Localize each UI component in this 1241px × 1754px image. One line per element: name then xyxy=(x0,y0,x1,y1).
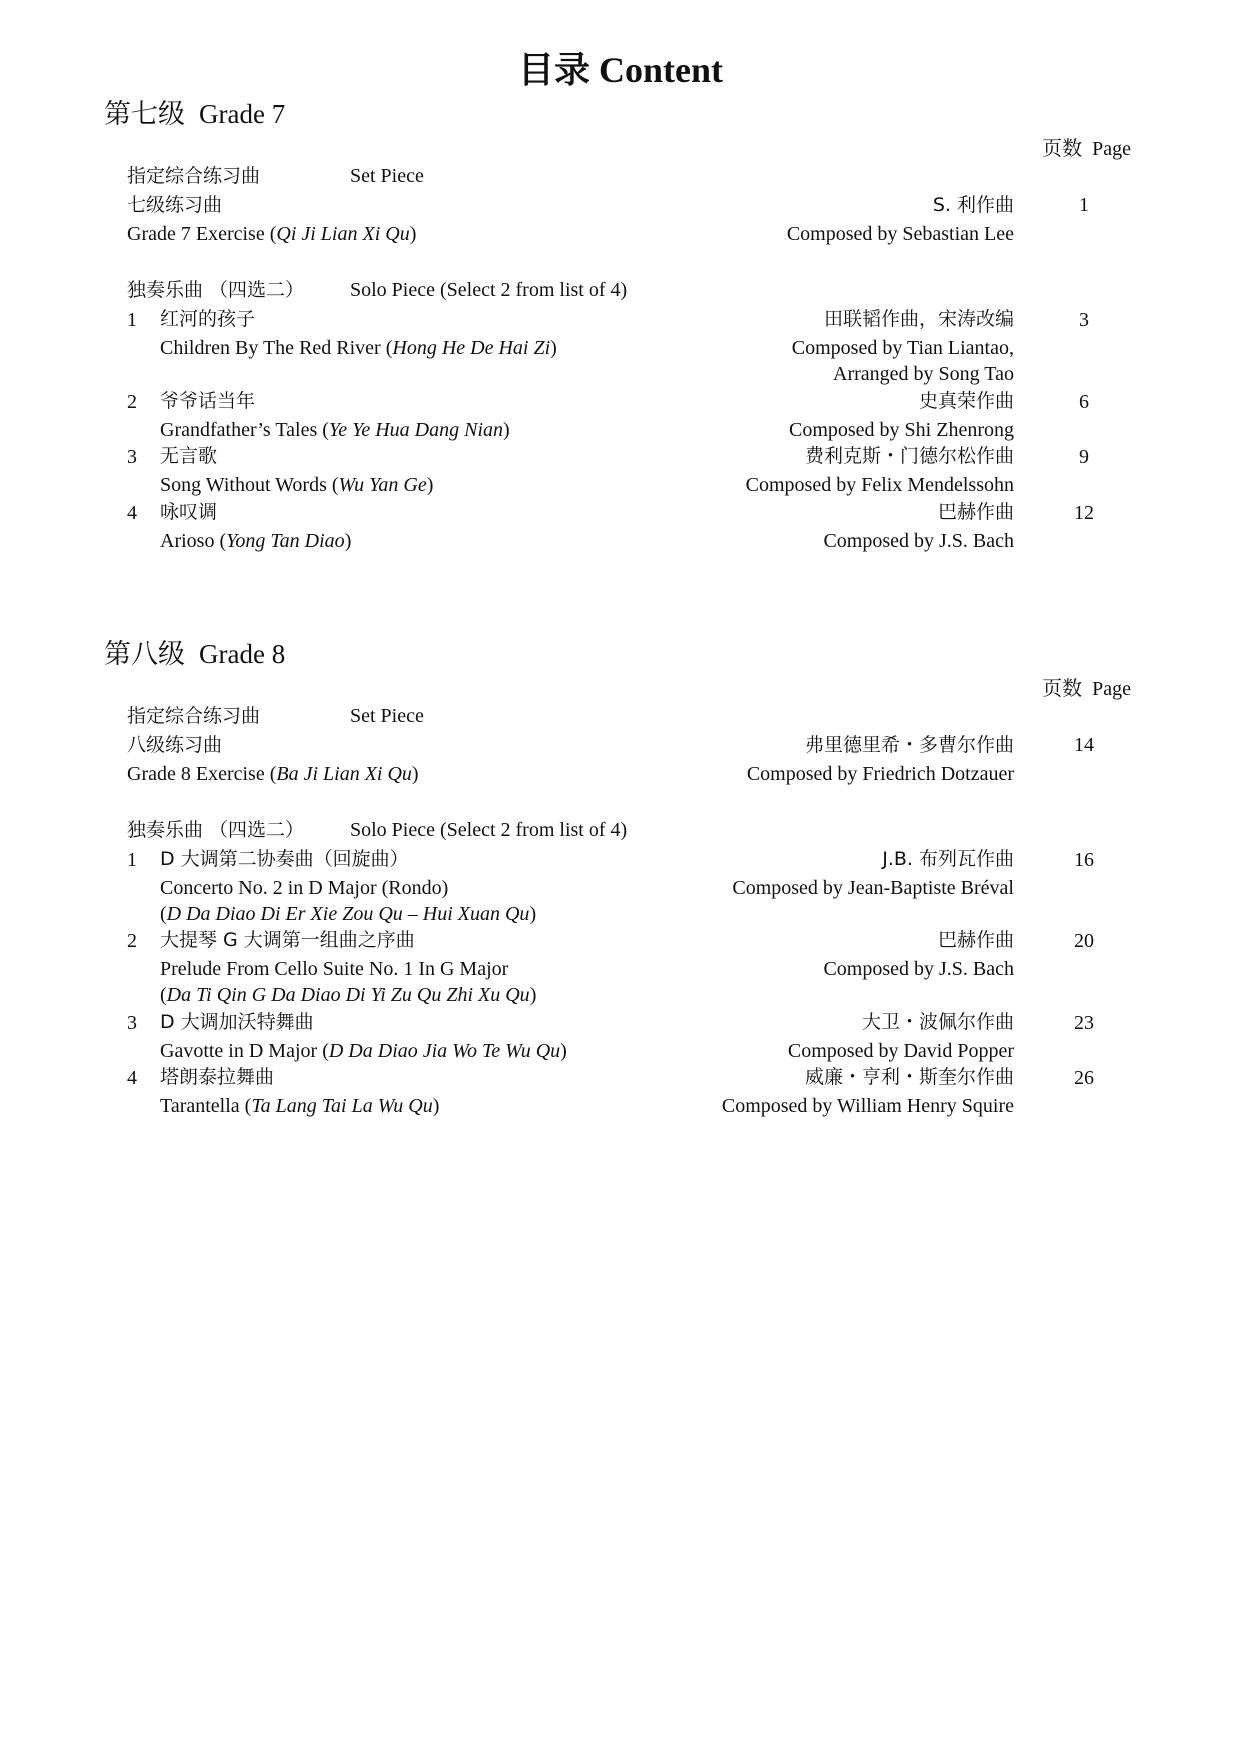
item-title-en: Arioso (Yong Tan Diao) xyxy=(160,530,352,552)
item-composer-en: Composed by Shi Zhenrong xyxy=(789,419,1014,441)
set-piece-label-en: Set Piece xyxy=(350,165,424,187)
item-number: 2 xyxy=(127,391,137,413)
item-composer-cn: 大卫・波佩尔作曲 xyxy=(861,1011,1014,1033)
page-column-header: 页数 Page xyxy=(1042,676,1131,700)
page-number[interactable]: 3 xyxy=(1079,309,1089,331)
page-number[interactable]: 23 xyxy=(1074,1012,1094,1034)
grade-8-heading: 第八级 Grade 8 xyxy=(104,639,286,670)
set-piece-title-en: Grade 7 Exercise (Qi Ji Lian Xi Qu) xyxy=(127,223,417,245)
set-piece-composer-cn: S. 利作曲 xyxy=(932,194,1014,216)
item-title-en: Gavotte in D Major (D Da Diao Jia Wo Te Wu Qu) xyxy=(160,1040,567,1062)
item-composer-en: Composed by Felix Mendelssohn xyxy=(745,474,1014,496)
solo-label-en: Solo Piece (Select 2 from list of 4) xyxy=(350,819,628,841)
page-title: 目录 Content xyxy=(517,50,723,91)
set-piece-label-en: Set Piece xyxy=(350,705,424,727)
item-number: 1 xyxy=(127,309,137,331)
page-number[interactable]: 6 xyxy=(1079,391,1089,413)
item-title-en: Children By The Red River (Hong He De Hai Zi) xyxy=(160,337,557,359)
item-title-cn: D 大调第二协奏曲（回旋曲） xyxy=(160,848,409,870)
item-number: 3 xyxy=(127,446,137,468)
item-title-cn: 塔朗泰拉舞曲 xyxy=(160,1066,275,1088)
item-composer-en: Composed by Jean-Baptiste Bréval xyxy=(732,877,1014,899)
item-composer-cn: 田联韬作曲，宋涛改编 xyxy=(823,308,1014,330)
item-title-cn: 无言歌 xyxy=(160,445,218,467)
page-number[interactable]: 26 xyxy=(1074,1067,1094,1089)
item-title-cn: 大提琴 G 大调第一组曲之序曲 xyxy=(160,929,415,951)
set-piece-composer-en: Composed by Friedrich Dotzauer xyxy=(746,763,1014,785)
set-piece-title-en: Grade 8 Exercise (Ba Ji Lian Xi Qu) xyxy=(127,763,419,785)
page-number[interactable]: 12 xyxy=(1074,502,1094,524)
item-title-en: Tarantella (Ta Lang Tai La Wu Qu) xyxy=(160,1095,440,1117)
set-piece-composer-cn: 弗里德里希・多曹尔作曲 xyxy=(804,734,1014,756)
item-number: 4 xyxy=(127,502,137,524)
item-number: 4 xyxy=(127,1067,137,1089)
item-composer-en: Composed by David Popper xyxy=(787,1040,1014,1062)
item-title-en: Concerto No. 2 in D Major (Rondo) xyxy=(160,877,449,899)
item-title-en: Song Without Words (Wu Yan Ge) xyxy=(160,474,434,496)
item-pinyin: (D Da Diao Di Er Xie Zou Qu – Hui Xuan Qu) xyxy=(160,903,537,925)
solo-label-en: Solo Piece (Select 2 from list of 4) xyxy=(350,279,628,301)
item-composer-en: Composed by J.S. Bach xyxy=(823,530,1014,552)
page-number[interactable]: 14 xyxy=(1074,734,1094,756)
set-piece-label-cn: 指定综合练习曲 xyxy=(127,165,261,187)
item-composer-cn: 巴赫作曲 xyxy=(937,501,1014,523)
set-piece-title-cn: 八级练习曲 xyxy=(127,734,223,756)
item-composer-en: Composed by Tian Liantao, xyxy=(791,337,1014,359)
item-pinyin: (Da Ti Qin G Da Diao Di Yi Zu Qu Zhi Xu Qu) xyxy=(160,984,537,1006)
page-number[interactable]: 16 xyxy=(1074,849,1094,871)
solo-label-cn: 独奏乐曲 （四选二） xyxy=(127,279,305,301)
page-column-header: 页数 Page xyxy=(1042,136,1131,160)
page-number[interactable]: 9 xyxy=(1079,446,1089,468)
item-composer-cn: 巴赫作曲 xyxy=(937,929,1014,951)
item-composer-cn: 史真荣作曲 xyxy=(918,390,1014,412)
set-piece-label-cn: 指定综合练习曲 xyxy=(127,705,261,727)
item-composer-en: Composed by William Henry Squire xyxy=(721,1095,1014,1117)
item-title-cn: 咏叹调 xyxy=(160,501,218,523)
set-piece-composer-en: Composed by Sebastian Lee xyxy=(786,223,1014,245)
item-title-cn: 红河的孩子 xyxy=(160,308,256,330)
item-composer-cn: 费利克斯・门德尔松作曲 xyxy=(804,445,1014,467)
item-composer-cn: 威廉・亨利・斯奎尔作曲 xyxy=(804,1066,1014,1088)
item-arranger-en: Arranged by Song Tao xyxy=(833,363,1014,385)
item-composer-en: Composed by J.S. Bach xyxy=(823,958,1014,980)
page-number[interactable]: 1 xyxy=(1079,194,1089,216)
item-title-en: Grandfather’s Tales (Ye Ye Hua Dang Nian) xyxy=(160,419,510,441)
item-title-en: Prelude From Cello Suite No. 1 In G Major xyxy=(160,958,509,980)
set-piece-title-cn: 七级练习曲 xyxy=(127,194,223,216)
item-title-cn: 爷爷话当年 xyxy=(160,390,256,412)
item-composer-cn: J.B. 布列瓦作曲 xyxy=(882,848,1014,870)
grade-7-heading: 第七级 Grade 7 xyxy=(104,99,286,130)
item-number: 3 xyxy=(127,1012,137,1034)
item-title-cn: D 大调加沃特舞曲 xyxy=(160,1011,314,1033)
solo-label-cn: 独奏乐曲 （四选二） xyxy=(127,819,305,841)
item-number: 2 xyxy=(127,930,137,952)
item-number: 1 xyxy=(127,849,137,871)
page-number[interactable]: 20 xyxy=(1074,930,1094,952)
